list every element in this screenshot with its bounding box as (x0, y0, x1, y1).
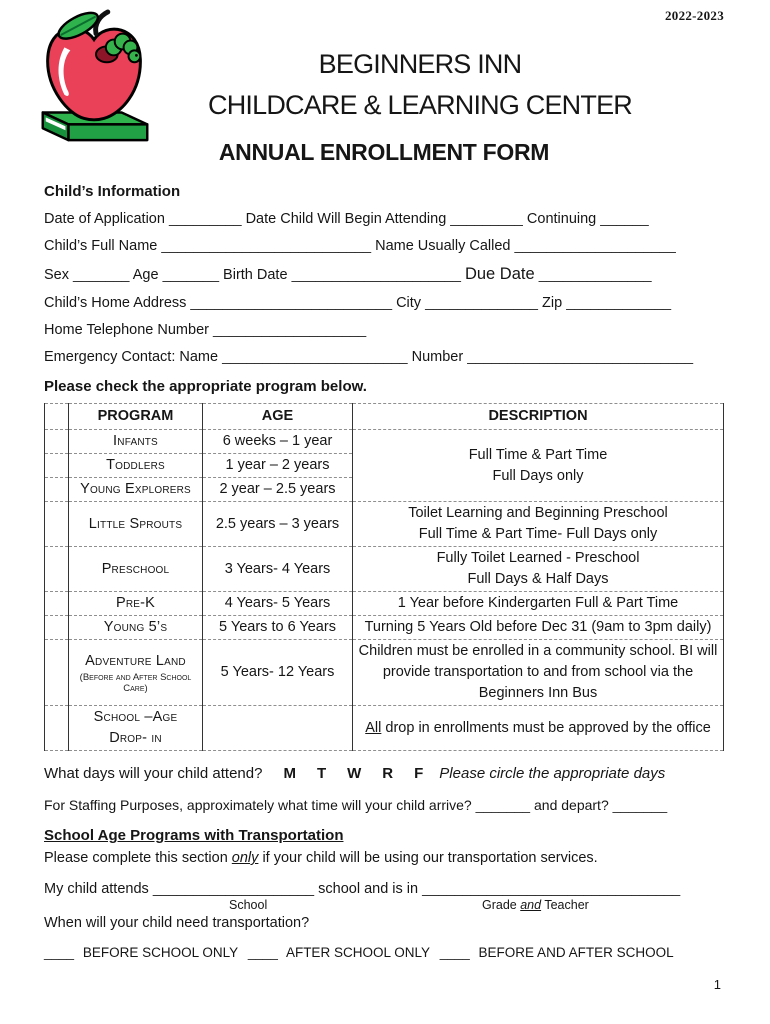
date-of-application-label: Date of Application (44, 211, 165, 227)
program-description (353, 502, 724, 547)
program-name: Preschool (69, 547, 203, 592)
blank-captions (44, 897, 724, 914)
line-emergency-contact (44, 349, 724, 365)
day-wednesday[interactable]: W (347, 765, 362, 782)
grade-caption-text: Grade (482, 897, 517, 912)
full-name-label: Child’s Full Name (44, 238, 158, 254)
due-date-label: Due Date (464, 265, 535, 283)
table-header-row (45, 404, 724, 430)
program-checkbox-cell[interactable] (45, 478, 69, 502)
program-checkbox-cell[interactable] (45, 430, 69, 454)
program-age: 2.5 years – 3 years (203, 502, 353, 547)
program-name-line: Drop- in (109, 730, 162, 746)
line-staffing (44, 797, 724, 813)
program-name: Toddlers (69, 454, 203, 478)
program-age: 6 weeks – 1 year (203, 430, 353, 454)
line-home-address (44, 295, 724, 311)
description-line: Fully Toilet Learned - Preschool (436, 550, 640, 566)
name-usually-called-blank[interactable]: ____________________ (514, 238, 676, 254)
home-telephone-blank[interactable]: ___________________ (213, 322, 367, 338)
program-name-line: School –Age (93, 709, 178, 725)
before-school-only-label: BEFORE SCHOOL ONLY (82, 945, 239, 960)
program-description (353, 430, 724, 502)
emergency-name-blank[interactable]: _______________________ (222, 349, 408, 365)
table-row-preschool (45, 547, 724, 592)
after-school-only-label: AFTER SCHOOL ONLY (285, 945, 430, 960)
program-age: 4 Years- 5 Years (203, 592, 353, 616)
line-date-of-application (44, 211, 724, 227)
when-transportation-question: When will your child need transportation? (44, 914, 310, 931)
staffing-question: For Staffing Purposes, approximately what time will your child arrive? (44, 797, 472, 813)
school-name-blank[interactable]: ____________________ (152, 880, 315, 897)
sex-label: Sex (44, 267, 69, 283)
full-name-blank[interactable]: __________________________ (161, 238, 372, 254)
table-row-little-sprouts (45, 502, 724, 547)
name-usually-called-label: Name Usually Called (375, 238, 511, 254)
depart-time-blank[interactable]: _______ (612, 797, 668, 813)
emergency-number-blank[interactable]: ____________________________ (467, 349, 694, 365)
description-text: drop in enrollments must be approved by the office (381, 719, 711, 736)
program-name: Infants (69, 430, 203, 454)
before-and-after-school-label: BEFORE AND AFTER SCHOOL (478, 945, 674, 960)
begin-attending-blank[interactable]: _________ (450, 211, 523, 227)
section-school-age-transportation: School Age Programs with Transportation (44, 827, 344, 844)
description-line: Full Days & Half Days (467, 571, 609, 587)
program-description (353, 547, 724, 592)
what-days-question: What days will your child attend? (44, 765, 263, 782)
program-name: Pre-K (69, 592, 203, 616)
date-of-application-blank[interactable]: _________ (168, 211, 242, 227)
program-age: 5 Years to 6 Years (203, 616, 353, 640)
zip-label: Zip (542, 295, 563, 311)
title-line1: BEGINNERS INN (318, 49, 522, 79)
intro-only-emphasis: only (231, 850, 259, 866)
grade-teacher-blank[interactable]: ________________________________ (422, 880, 681, 897)
school-year: 2022-2023 (664, 8, 724, 23)
transportation-options (44, 945, 724, 960)
program-age (203, 706, 353, 751)
program-checkbox-cell[interactable] (45, 706, 69, 751)
attends-mid-label: school and is in (318, 880, 419, 897)
program-age: 3 Years- 4 Years (203, 547, 353, 592)
day-monday[interactable]: M (283, 765, 296, 782)
school-caption: School (229, 897, 268, 912)
program-name: Young 5’s (69, 616, 203, 640)
before-school-only-blank[interactable]: ____ (44, 945, 75, 960)
line-sex-age-birthdate (44, 265, 724, 284)
table-row-young-5s (45, 616, 724, 640)
grade-teacher-caption (482, 898, 589, 912)
title-line2: CHILDCARE & LEARNING CENTER (208, 90, 632, 120)
program-description (353, 706, 724, 751)
program-description: 1 Year before Kindergarten Full & Part Time (353, 592, 724, 616)
program-description: Turning 5 Years Old before Dec 31 (9am to 3pm daily) (353, 616, 724, 640)
grade-caption-and: and (520, 897, 542, 912)
line-my-child-attends (44, 881, 724, 897)
day-friday[interactable]: F (414, 765, 424, 782)
description-line: Full Time & Part Time (468, 446, 608, 463)
program-checkbox-cell[interactable] (45, 592, 69, 616)
grade-caption-text: Teacher (544, 897, 589, 912)
program-age: 2 year – 2.5 years (203, 478, 353, 502)
section-childs-information: Child’s Information (44, 183, 181, 200)
description-underlined-word: All (365, 719, 382, 736)
after-school-only-blank[interactable]: ____ (247, 945, 278, 960)
continuing-blank[interactable]: ______ (600, 211, 649, 227)
table-row-adventure-land (45, 640, 724, 706)
continuing-label: Continuing (526, 211, 597, 227)
program-column-header: PROGRAM (69, 404, 203, 430)
program-checkbox-cell[interactable] (45, 640, 69, 706)
program-table (44, 403, 724, 751)
sex-blank[interactable]: _______ (73, 267, 130, 283)
description-line: Toilet Learning and Beginning Preschool (408, 505, 668, 521)
program-name-sub: (Before and After School Care) (79, 672, 192, 694)
program-name: Young Explorers (69, 478, 203, 502)
form-title: ANNUAL ENROLLMENT FORM (218, 139, 550, 165)
table-row-school-age-drop-in (45, 706, 724, 751)
due-date-blank[interactable]: ______________ (538, 267, 652, 283)
city-label: City (396, 295, 422, 311)
intro-text: if your child will be using our transportation services. (262, 850, 598, 866)
table-row-infants (45, 430, 724, 454)
age-label: Age (132, 267, 159, 283)
home-telephone-label: Home Telephone Number (44, 322, 209, 338)
attends-label: My child attends (44, 880, 149, 897)
program-age: 1 year – 2 years (203, 454, 353, 478)
circle-days-note: Please circle the appropriate days (439, 765, 666, 782)
transportation-intro (44, 850, 724, 866)
home-address-label: Child’s Home Address (44, 295, 187, 311)
program-name-main: Adventure Land (85, 653, 186, 669)
depart-label: and depart? (534, 797, 609, 813)
age-blank[interactable]: _______ (162, 267, 220, 283)
program-name (69, 706, 203, 751)
line-what-days (44, 765, 724, 782)
program-checkbox-cell[interactable] (45, 454, 69, 478)
program-instruction: Please check the appropriate program below. (44, 378, 367, 395)
zip-blank[interactable]: _____________ (566, 295, 672, 311)
page-number: 1 (713, 977, 721, 992)
program-name (69, 640, 203, 706)
program-checkbox-cell[interactable] (45, 616, 69, 640)
check-column-header (45, 404, 69, 430)
birth-date-label: Birth Date (223, 267, 288, 283)
line-home-telephone (44, 322, 724, 338)
arrive-time-blank[interactable]: _______ (475, 797, 531, 813)
program-description: Children must be enrolled in a community school. BI will provide transportation to and from school via the Beginners Inn Bus (353, 640, 724, 706)
emergency-number-label: Number (411, 349, 464, 365)
program-checkbox-cell[interactable] (45, 502, 69, 547)
before-and-after-school-blank[interactable]: ____ (439, 945, 470, 960)
day-thursday[interactable]: R (382, 765, 394, 782)
program-checkbox-cell[interactable] (45, 547, 69, 592)
apple-book-logo-icon (34, 8, 156, 148)
city-blank[interactable]: ______________ (425, 295, 538, 311)
intro-text: Please complete this section (44, 850, 228, 866)
description-line: Full Time & Part Time- Full Days only (418, 526, 658, 542)
begin-attending-label: Date Child Will Begin Attending (245, 211, 447, 227)
program-name: Little Sprouts (69, 502, 203, 547)
age-column-header: AGE (203, 404, 353, 430)
description-line: Full Days only (492, 467, 584, 484)
program-age: 5 Years- 12 Years (203, 640, 353, 706)
line-full-name (44, 238, 724, 254)
birth-date-blank[interactable]: _____________________ (291, 267, 461, 283)
day-tuesday[interactable]: T (316, 765, 327, 782)
description-column-header: DESCRIPTION (353, 404, 724, 430)
home-address-blank[interactable]: _________________________ (190, 295, 393, 311)
emergency-name-label: Emergency Contact: Name (44, 349, 219, 365)
table-row-pre-k (45, 592, 724, 616)
